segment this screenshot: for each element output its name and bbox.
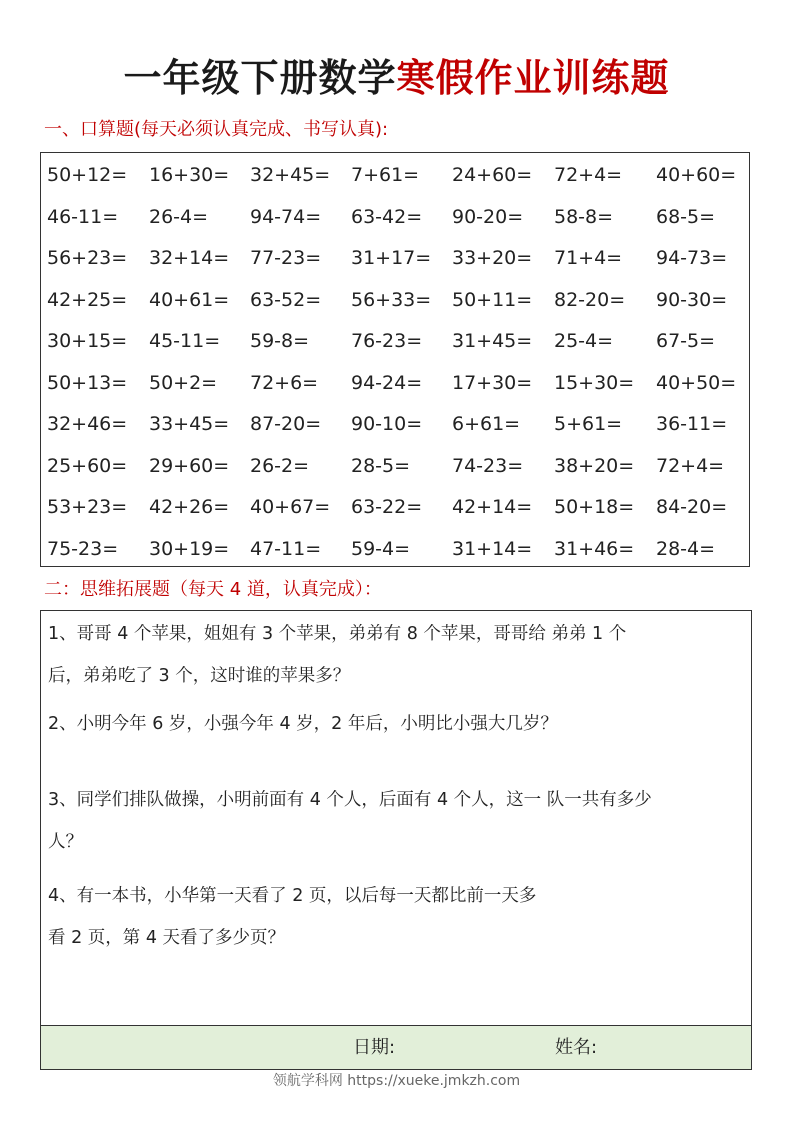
calc-item: 33+20= bbox=[452, 247, 533, 269]
calc-item: 17+30= bbox=[452, 371, 533, 394]
calc-item: 59-8= bbox=[250, 330, 310, 352]
calc-item: 90-20= bbox=[452, 205, 524, 228]
problem-line: 4、有一本书，小华第一天看了 2 页，以后每一天都比前一天多 bbox=[48, 886, 537, 906]
watermark-text: 领航学科网 https://xueke.jmkzh.com bbox=[272, 1073, 521, 1089]
calc-item: 56+33= bbox=[351, 288, 432, 311]
calc-item: 32+46= bbox=[47, 413, 128, 435]
calc-item: 50+12= bbox=[47, 164, 128, 186]
calc-item: 50+11= bbox=[452, 288, 533, 311]
calc-item: 40+60= bbox=[656, 164, 737, 186]
calc-item: 53+23= bbox=[47, 496, 128, 518]
calc-item: 31+14= bbox=[452, 537, 533, 560]
problem-4 bbox=[48, 875, 748, 959]
calc-item: 82-20= bbox=[554, 288, 626, 311]
calc-item: 75-23= bbox=[47, 537, 119, 560]
calc-item: 50+18= bbox=[554, 496, 635, 518]
problem-line: 3、同学们排队做操，小明前面有 4 个人，后面有 4 个人，这一 队一共有多少 bbox=[48, 790, 652, 810]
calc-item: 59-4= bbox=[351, 537, 411, 560]
calc-item: 28-5= bbox=[351, 454, 411, 477]
calc-item: 63-22= bbox=[351, 496, 423, 518]
calc-item: 63-42= bbox=[351, 205, 423, 228]
calc-item: 30+15= bbox=[47, 330, 128, 352]
calc-row bbox=[41, 493, 749, 521]
calc-item: 90-30= bbox=[656, 288, 728, 311]
calc-item: 42+14= bbox=[452, 496, 533, 518]
calc-item: 30+19= bbox=[149, 537, 230, 560]
calc-item: 72+4= bbox=[554, 164, 623, 186]
problem-2 bbox=[48, 703, 748, 745]
thinking-problems-box bbox=[40, 610, 752, 1070]
title-part-2: 寒假作业训练题 bbox=[396, 56, 670, 100]
calc-row bbox=[41, 244, 749, 272]
calc-item: 29+60= bbox=[149, 454, 230, 477]
calc-item: 50+2= bbox=[149, 371, 218, 394]
calc-item: 67-5= bbox=[656, 330, 716, 352]
calc-item: 31+46= bbox=[554, 537, 635, 560]
calc-row bbox=[41, 410, 749, 438]
calc-item: 46-11= bbox=[47, 205, 119, 228]
calc-row bbox=[41, 452, 749, 480]
calc-row bbox=[41, 203, 749, 231]
calc-item: 26-2= bbox=[250, 454, 310, 477]
calc-item: 42+26= bbox=[149, 496, 230, 518]
calc-item: 71+4= bbox=[554, 247, 623, 269]
name-label: 姓名: bbox=[555, 1037, 598, 1058]
calc-item: 32+45= bbox=[250, 164, 331, 186]
problem-line: 2、小明今年 6 岁，小强今年 4 岁，2 年后，小明比小强大几岁？ bbox=[48, 714, 558, 734]
problem-3 bbox=[48, 779, 748, 863]
calc-row bbox=[41, 369, 749, 397]
calc-item: 15+30= bbox=[554, 371, 635, 394]
calc-item: 84-20= bbox=[656, 496, 728, 518]
calc-item: 38+20= bbox=[554, 454, 635, 477]
calc-item: 74-23= bbox=[452, 454, 524, 477]
page-title bbox=[0, 52, 793, 104]
calc-item: 87-20= bbox=[250, 413, 322, 435]
footer-bar bbox=[41, 1025, 751, 1069]
title-part-1: 一年级下册数学 bbox=[123, 56, 397, 100]
calc-item: 40+61= bbox=[149, 288, 230, 311]
calc-item: 16+30= bbox=[149, 164, 230, 186]
problem-line: 看 2 页，第 4 天看了多少页？ bbox=[48, 928, 286, 948]
calc-row bbox=[41, 161, 749, 189]
calc-item: 72+6= bbox=[250, 371, 319, 394]
calc-row bbox=[41, 286, 749, 314]
calc-item: 68-5= bbox=[656, 205, 716, 228]
calc-item: 47-11= bbox=[250, 537, 322, 560]
calc-item: 31+45= bbox=[452, 330, 533, 352]
calc-item: 56+23= bbox=[47, 247, 128, 269]
calc-item: 31+17= bbox=[351, 247, 432, 269]
calc-item: 7+61= bbox=[351, 164, 420, 186]
problem-line: 后，弟弟吃了 3 个，这时谁的苹果多？ bbox=[48, 666, 351, 686]
section-1-heading: 一、口算题(每天必须认真完成、书写认真): bbox=[44, 119, 389, 140]
calc-item: 5+61= bbox=[554, 413, 623, 435]
date-label: 日期: bbox=[353, 1037, 396, 1058]
calc-item: 32+14= bbox=[149, 247, 230, 269]
calc-item: 42+25= bbox=[47, 288, 128, 311]
mental-arithmetic-grid bbox=[40, 152, 750, 567]
calc-item: 90-10= bbox=[351, 413, 423, 435]
problem-1 bbox=[48, 613, 748, 697]
calc-item: 40+50= bbox=[656, 371, 737, 394]
calc-item: 72+4= bbox=[656, 454, 725, 477]
problem-line: 1、哥哥 4 个苹果，姐姐有 3 个苹果，弟弟有 8 个苹果，哥哥给 弟弟 1 个 bbox=[48, 624, 627, 644]
calc-item: 6+61= bbox=[452, 413, 521, 435]
section-2-heading: 二：思维拓展题（每天 4 道，认真完成）： bbox=[44, 579, 382, 600]
problem-line: 人？ bbox=[48, 832, 83, 852]
calc-item: 58-8= bbox=[554, 205, 614, 228]
calc-item: 77-23= bbox=[250, 247, 322, 269]
calc-item: 25+60= bbox=[47, 454, 128, 477]
calc-item: 26-4= bbox=[149, 205, 209, 228]
calc-item: 24+60= bbox=[452, 164, 533, 186]
calc-row bbox=[41, 535, 749, 563]
calc-item: 63-52= bbox=[250, 288, 322, 311]
calc-item: 45-11= bbox=[149, 330, 221, 352]
calc-item: 40+67= bbox=[250, 496, 331, 518]
calc-item: 94-73= bbox=[656, 247, 728, 269]
calc-item: 33+45= bbox=[149, 413, 230, 435]
calc-item: 36-11= bbox=[656, 413, 728, 435]
calc-item: 94-24= bbox=[351, 371, 423, 394]
calc-item: 28-4= bbox=[656, 537, 716, 560]
calc-row bbox=[41, 327, 749, 355]
calc-item: 25-4= bbox=[554, 330, 614, 352]
calc-item: 76-23= bbox=[351, 330, 423, 352]
calc-item: 94-74= bbox=[250, 205, 322, 228]
calc-item: 50+13= bbox=[47, 371, 128, 394]
